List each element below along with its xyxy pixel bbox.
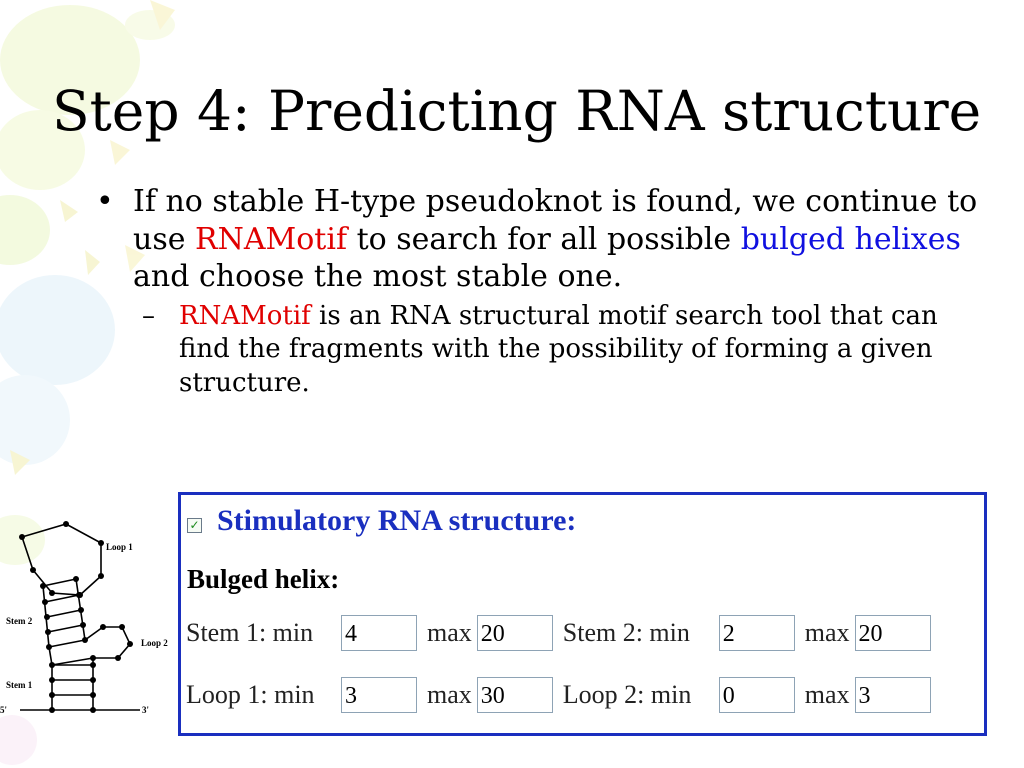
stem1-max-input[interactable]: 20 — [477, 615, 553, 651]
sub-bullet-item — [142, 300, 996, 401]
form-title: Stimulatory RNA structure: — [217, 504, 577, 537]
bullet-text: and choose the most stable one. — [133, 259, 623, 294]
rnamotif-highlight: RNAMotif — [179, 300, 311, 331]
three-prime-label: 3' — [142, 705, 150, 715]
stem2-max-label: max — [804, 618, 850, 647]
bullet-text: to search for all possible — [347, 221, 741, 257]
loop1-label: Loop 1 — [106, 542, 133, 552]
bullet-text: If no stable H-type pseudoknot is found, we continue to use — [133, 184, 978, 257]
stem1-label: Stem 1 — [6, 680, 33, 690]
loop1-max-input[interactable]: 30 — [477, 677, 553, 713]
bulged-helix-heading: Bulged helix: — [187, 564, 340, 594]
bullet-list — [96, 183, 996, 400]
sub-bullet-text: is an RNA structural motif search tool that can find the fragments with the possibility of forming a given structure. — [179, 300, 938, 398]
rnamotif-highlight: RNAMotif — [195, 221, 348, 257]
bulged-helixes-highlight: bulged helixes — [740, 221, 961, 257]
stem2-min-label: Stem 2: min — [562, 618, 690, 647]
bullet-item — [96, 183, 996, 296]
stem2-label: Stem 2 — [6, 616, 33, 626]
stem1-max-label: max — [427, 618, 472, 647]
stem1-min-input[interactable]: 4 — [341, 615, 417, 651]
loop1-max-label: max — [427, 680, 472, 709]
loop2-max-input[interactable]: 3 — [855, 677, 931, 713]
loop-row — [186, 677, 931, 713]
stem1-min-label: Stem 1: min — [186, 618, 314, 647]
loop1-min-input[interactable]: 3 — [341, 677, 417, 713]
stem2-min-input[interactable]: 2 — [719, 615, 795, 651]
form-title-row — [187, 503, 576, 539]
loop2-min-label: Loop 2: min — [562, 680, 692, 709]
stem2-max-input[interactable]: 20 — [855, 615, 931, 651]
stimulatory-rna-form — [178, 492, 987, 736]
stimulatory-checkbox[interactable] — [187, 518, 202, 533]
loop2-max-label: max — [804, 680, 850, 709]
five-prime-label: 5' — [0, 705, 8, 715]
stem-row — [186, 615, 931, 651]
bullet-dot-icon: • — [96, 184, 114, 219]
loop2-label: Loop 2 — [141, 638, 168, 648]
slide-title: Step 4: Predicting RNA structure — [52, 79, 982, 143]
sub-bullet-dash-icon: – — [142, 300, 155, 331]
loop2-min-input[interactable]: 0 — [719, 677, 795, 713]
rna-bulged-helix-diagram — [0, 510, 180, 720]
loop1-min-label: Loop 1: min — [186, 680, 315, 709]
check-icon: ✓ — [189, 518, 200, 532]
